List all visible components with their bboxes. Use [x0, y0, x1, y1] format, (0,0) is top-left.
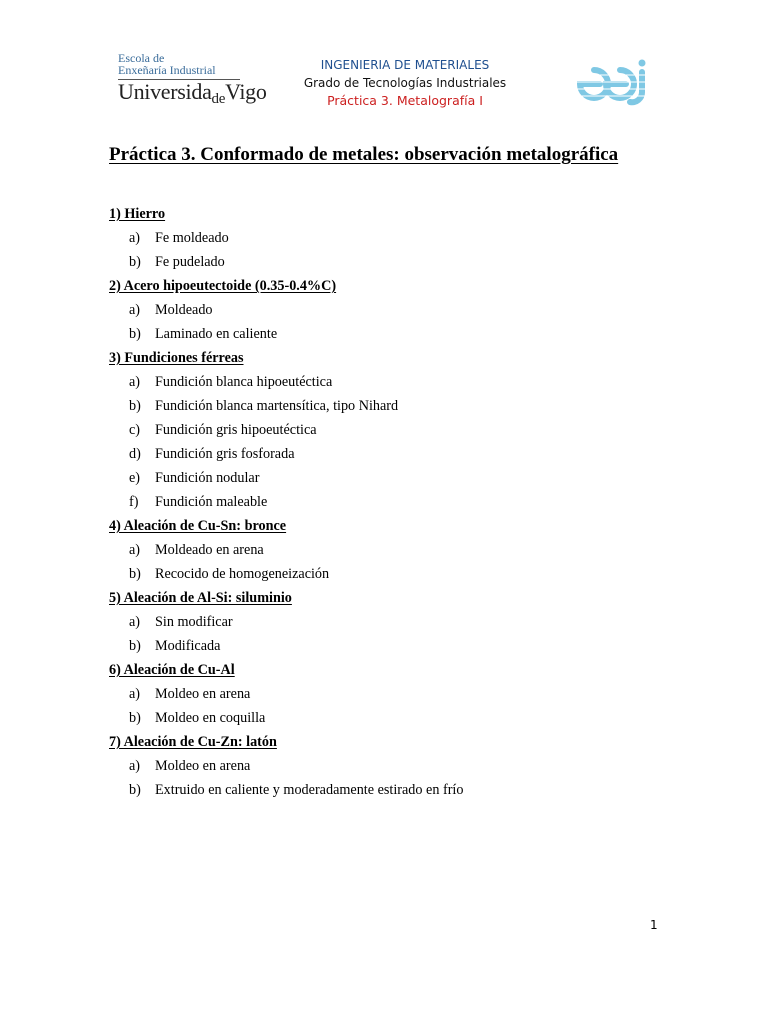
list-item-marker: a): [129, 302, 141, 318]
list-item: [109, 682, 669, 706]
list-item-marker: b): [129, 710, 141, 726]
header-center: [300, 56, 510, 110]
list-item-text: Fundición nodular: [155, 470, 260, 486]
list-item-text: Laminado en caliente: [155, 326, 278, 342]
university-name-part-2: Vigo: [225, 79, 267, 104]
list-item-marker: a): [129, 230, 141, 246]
list-item: [109, 370, 669, 394]
list-item: [109, 778, 669, 802]
list-item: [109, 250, 669, 274]
list-item-marker: d): [129, 446, 141, 462]
page-number: 1: [650, 918, 658, 932]
list-item: [109, 466, 669, 490]
list-item-text: Moldeo en arena: [155, 686, 251, 702]
section-heading: 5) Aleación de Al-Si: siluminio: [109, 590, 292, 606]
list-item-marker: b): [129, 254, 141, 270]
list-item: [109, 322, 669, 346]
page-header: [0, 0, 768, 120]
list-item-marker: b): [129, 398, 141, 414]
list-item: [109, 754, 669, 778]
list-item-text: Moldeado en arena: [155, 542, 264, 558]
list-item-text: Fundición blanca hipoeutéctica: [155, 374, 333, 390]
section-heading: 7) Aleación de Cu-Zn: latón: [109, 734, 277, 750]
university-name-sub: de: [211, 91, 226, 107]
list-item-text: Fe pudelado: [155, 254, 225, 270]
list-item: [109, 634, 669, 658]
list-item-text: Extruido en caliente y moderadamente estirado en frío: [155, 782, 464, 798]
list-item-marker: b): [129, 566, 141, 582]
list-item-text: Fundición maleable: [155, 494, 268, 510]
list-item-marker: b): [129, 326, 141, 342]
list-item-text: Moldeado: [155, 302, 213, 318]
list-item: [109, 490, 669, 514]
list-item-text: Fundición blanca martensítica, tipo Nihard: [155, 398, 399, 414]
list-item-marker: a): [129, 542, 141, 558]
list-item: [109, 706, 669, 730]
list-item-marker: a): [129, 758, 141, 774]
list-item-marker: e): [129, 470, 141, 486]
section-heading: 4) Aleación de Cu-Sn: bronce: [109, 518, 287, 534]
university-name-part-1: Universida: [118, 79, 212, 104]
list-item: [109, 226, 669, 250]
sections-list: [109, 202, 669, 802]
list-item-marker: a): [129, 374, 141, 390]
list-item-text: Fundición gris fosforada: [155, 446, 295, 462]
list-item: [109, 562, 669, 586]
logo-line-1: Escola de: [118, 51, 165, 65]
list-item-marker: c): [129, 422, 141, 438]
section-heading: 1) Hierro: [109, 206, 166, 222]
list-item-marker: b): [129, 782, 141, 798]
list-item: [109, 538, 669, 562]
list-item-text: Fe moldeado: [155, 230, 229, 246]
logo-line-2: Enxeñaría Industrial: [118, 63, 216, 77]
practice-name: Práctica 3. Metalografía I: [327, 93, 483, 108]
eei-logo-icon: [574, 58, 652, 108]
list-item: [109, 610, 669, 634]
document-title: Práctica 3. Conformado de metales: observación metalográfica: [109, 144, 619, 165]
list-item-text: Moldeo en arena: [155, 758, 251, 774]
list-item-marker: a): [129, 686, 141, 702]
university-name: [118, 79, 267, 107]
course-name: INGENIERIA DE MATERIALES: [320, 58, 490, 72]
list-item-marker: f): [129, 494, 139, 510]
list-item-marker: b): [129, 638, 141, 654]
list-item-text: Modificada: [155, 638, 221, 654]
list-item-marker: a): [129, 614, 141, 630]
list-item-text: Sin modificar: [155, 614, 233, 630]
list-item: [109, 298, 669, 322]
list-item-text: Fundición gris hipoeutéctica: [155, 422, 317, 438]
list-item-text: Recocido de homogeneización: [155, 566, 330, 582]
list-item: [109, 394, 669, 418]
degree-name: Grado de Tecnologías Industriales: [303, 76, 507, 90]
section-heading: 6) Aleación de Cu-Al: [109, 662, 235, 678]
section-heading: 2) Acero hipoeutectoide (0.35-0.4%C): [109, 278, 337, 294]
section-heading: 3) Fundiciones férreas: [109, 350, 244, 366]
university-logo: [118, 51, 267, 107]
list-item: [109, 418, 669, 442]
list-item-text: Moldeo en coquilla: [155, 710, 266, 726]
list-item: [109, 442, 669, 466]
